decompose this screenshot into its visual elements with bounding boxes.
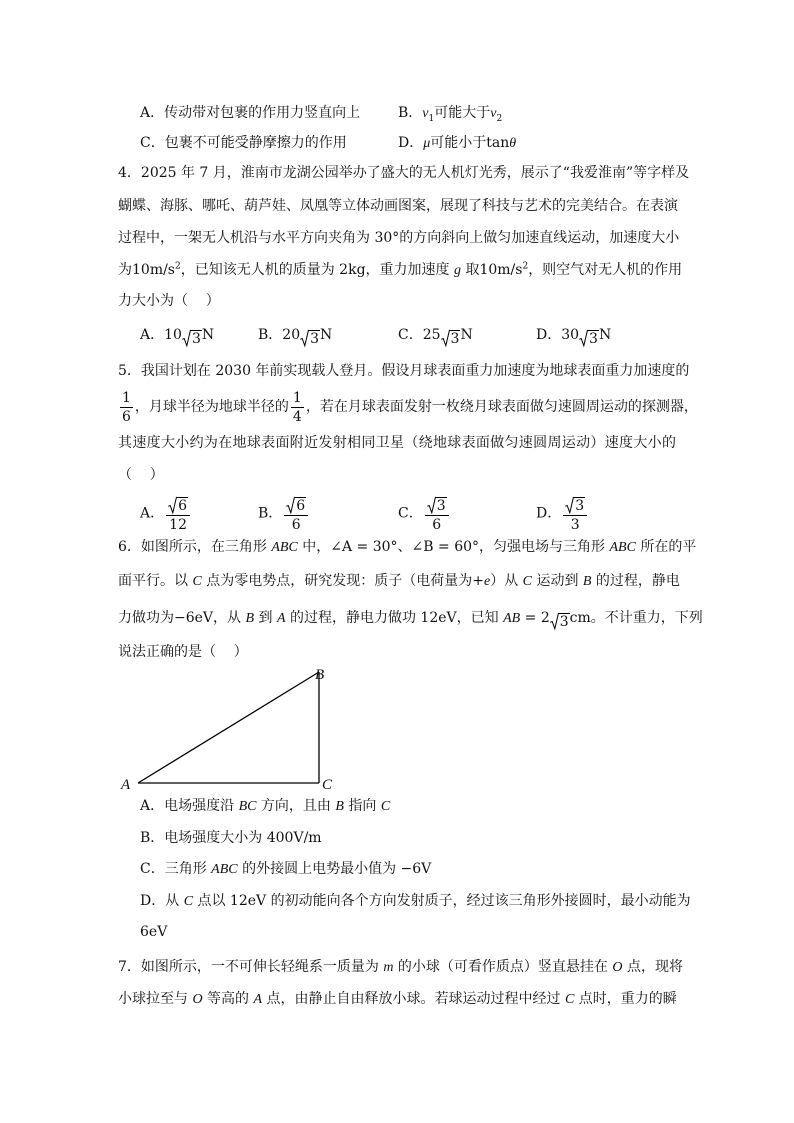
text-run: = 2 xyxy=(520,610,550,626)
question-4-option-c xyxy=(398,323,473,347)
fraction xyxy=(291,390,304,425)
numerator xyxy=(284,494,308,515)
math-variable: B xyxy=(335,799,344,814)
text-run: A．10 xyxy=(140,327,182,343)
question-5-line-1 xyxy=(118,361,690,381)
radicand: 3 xyxy=(310,331,320,347)
radicand: 3 xyxy=(191,331,201,347)
math-variable: A xyxy=(253,992,263,1007)
text-run: 的外接圆上电势最小值为 −6V xyxy=(237,861,432,877)
text-run: 指向 xyxy=(343,798,381,814)
text-run: 可能小于 xyxy=(430,135,487,151)
numerator xyxy=(120,390,133,407)
text-run: C．25 xyxy=(398,327,441,343)
subscript: 1 xyxy=(428,113,435,124)
square-root xyxy=(168,497,188,514)
text-run: D．从 xyxy=(140,893,184,909)
question-3-option-b xyxy=(398,103,502,123)
text-run: 蝴蝶、海豚、哪吒、葫芦娃、凤凰等立体动画图案，展现了科技与艺术的完美结合。在表演 xyxy=(118,198,678,214)
text-run: 的小球（可看作质点）竖直悬挂在 xyxy=(393,959,613,975)
square-root xyxy=(427,497,447,514)
text-run: 6．如图所示，在三角形 xyxy=(118,539,272,555)
superscript: 2 xyxy=(522,261,529,272)
math-variable: C xyxy=(192,574,202,589)
question-6-line-3 xyxy=(118,606,703,630)
text-run: tan xyxy=(486,135,510,151)
text-run: C．三角形 xyxy=(140,861,212,877)
text-run: 其速度大小约为在地球表面附近发射相同卫星（绕地球表面做匀速圆周运动）速度大小的 xyxy=(118,435,676,451)
question-6-line-2 xyxy=(118,571,680,591)
math-variable: A xyxy=(276,611,286,626)
numerator xyxy=(425,494,449,515)
text-run: ，则空气对无人机的作用 xyxy=(528,262,683,278)
text-run: B． xyxy=(398,105,423,121)
text-run: B．电场强度大小为 400V/m xyxy=(140,830,322,846)
text-run: 7．如图所示，一不可伸长轻绳系一质量为 xyxy=(118,959,384,975)
question-4-option-b xyxy=(258,323,332,347)
math-variable: B xyxy=(582,574,592,589)
question-3-option-a xyxy=(140,103,360,123)
text-run: 到 xyxy=(254,610,277,626)
math-variable: C xyxy=(183,894,194,909)
text-run: 可能大于 xyxy=(434,105,491,121)
question-4-line-3 xyxy=(118,228,680,248)
denominator xyxy=(284,515,308,533)
question-6-line-1 xyxy=(118,537,697,557)
numerator xyxy=(291,390,304,407)
radicand: 6 xyxy=(296,498,306,514)
text-run: ，月球半径为地球半径的 xyxy=(134,399,289,415)
text-run: 1 xyxy=(292,389,302,406)
text-run: 所在的平 xyxy=(635,539,697,555)
math-variable: BC xyxy=(238,799,257,814)
text-run: B． xyxy=(258,505,283,522)
math-variable: v xyxy=(490,106,497,121)
question-6-option-d xyxy=(140,891,691,911)
square-root xyxy=(286,497,306,514)
math-variable: AB xyxy=(503,611,521,626)
math-variable: O xyxy=(612,960,623,975)
question-7-line-2 xyxy=(118,989,676,1009)
math-variable: C xyxy=(380,799,391,814)
text-run: 取10m/s xyxy=(461,262,523,278)
denominator xyxy=(291,407,304,425)
question-4-line-2 xyxy=(118,196,676,216)
radical-sign xyxy=(286,497,295,514)
square-root xyxy=(550,613,570,630)
radical-sign xyxy=(441,330,450,347)
denominator xyxy=(166,515,190,533)
math-variable: m xyxy=(383,960,394,975)
question-5-option-d xyxy=(536,494,589,533)
fraction xyxy=(563,494,587,533)
text-run: 小球拉至与 xyxy=(118,991,193,1007)
triangle-figure xyxy=(110,660,350,800)
text-run: cm。不计重力，下列 xyxy=(569,610,703,626)
question-5-line-3 xyxy=(118,433,676,453)
radicand: 3 xyxy=(436,498,446,514)
text-run: 6 xyxy=(122,408,131,425)
text-run: 运动到 xyxy=(532,573,583,589)
question-6-option-b xyxy=(140,828,322,848)
denominator xyxy=(563,515,587,533)
question-6-option-a xyxy=(140,796,390,816)
question-3-option-d xyxy=(398,133,516,153)
radical-sign xyxy=(300,330,309,347)
numerator xyxy=(563,494,587,515)
radicand: 3 xyxy=(559,614,569,630)
question-7-line-1 xyxy=(118,957,683,977)
text-run: 12 xyxy=(169,517,187,533)
text-run: 说法正确的是（ ） xyxy=(118,644,248,660)
radical-sign xyxy=(168,497,177,514)
text-run: 4 xyxy=(292,408,302,425)
question-5-option-a xyxy=(140,494,192,533)
math-variable: ABC xyxy=(609,540,636,555)
text-run: 点，现将 xyxy=(622,959,683,975)
fraction xyxy=(425,494,449,533)
text-run: 6eV xyxy=(140,924,168,940)
math-variable: C xyxy=(522,574,532,589)
square-root xyxy=(182,330,202,347)
text-run: 4．2025 年 7 月，淮南市龙湖公园举办了盛大的无人机灯光秀，展示了“我爱淮南”等字样及 xyxy=(118,165,690,181)
radical-sign xyxy=(182,330,191,347)
text-run: C．包裹不可能受静摩擦力的作用 xyxy=(140,135,347,151)
square-root xyxy=(441,330,461,347)
math-variable: C xyxy=(564,992,575,1007)
math-variable: B xyxy=(245,611,255,626)
text-run: 6 xyxy=(432,517,442,533)
text-run: 点，由静止自由释放小球。若球运动过程中经过 xyxy=(262,991,565,1007)
math-variable: g xyxy=(454,263,461,278)
square-root xyxy=(579,330,599,347)
math-variable: v xyxy=(422,106,429,121)
question-3-option-c xyxy=(140,133,347,153)
text-run: D． xyxy=(536,505,562,522)
square-root xyxy=(300,330,320,347)
question-5-line-2 xyxy=(118,389,698,425)
text-run: 面平行。以 xyxy=(118,573,193,589)
text-run: ）从 xyxy=(490,573,523,589)
text-run: N xyxy=(201,327,215,343)
question-4-option-d xyxy=(536,323,611,347)
text-run: 等高的 xyxy=(202,991,254,1007)
superscript: 2 xyxy=(175,261,181,272)
fraction xyxy=(120,390,133,425)
text-run: 为10m/s xyxy=(118,262,175,278)
text-run: 点以 12eV 的初动能向各个方向发射质子，经过该三角形外接圆时，最小动能为 xyxy=(193,893,691,909)
question-4-line-4 xyxy=(118,260,683,280)
question-6-option-d-continued xyxy=(140,922,167,942)
text-run: 过程中，一架无人机沿与水平方向夹角为 30°的方向斜向上做匀加速直线运动，加速度大小 xyxy=(118,230,680,246)
fraction xyxy=(284,494,308,533)
text-run: C． xyxy=(398,505,423,522)
text-run: 力大小为（ ） xyxy=(118,293,220,309)
text-run: 点为零电势点，研究发现：质子（电荷量为+ xyxy=(201,573,484,589)
math-variable: O xyxy=(192,992,203,1007)
vertex-label-a: A xyxy=(121,777,131,793)
denominator xyxy=(120,407,133,425)
question-5-line-4 xyxy=(118,465,164,485)
radical-sign xyxy=(550,613,559,630)
numerator xyxy=(166,494,190,515)
text-run: D． xyxy=(398,135,424,151)
question-4-line-1 xyxy=(118,163,690,183)
denominator xyxy=(425,515,449,533)
radicand: 3 xyxy=(575,498,585,514)
text-run: A． xyxy=(140,505,165,522)
text-run: 5．我国计划在 2030 年前实现载人登月。假设月球表面重力加速度为地球表面重力加速度的 xyxy=(118,363,690,379)
radical-sign xyxy=(579,330,588,347)
text-run: A．电场强度沿 xyxy=(140,798,239,814)
text-run: 力做功为−6eV，从 xyxy=(118,610,246,626)
text-run: N xyxy=(460,327,473,343)
question-5-option-b xyxy=(258,494,310,533)
text-run: ，已知该无人机的质量为 2kg，重力加速度 xyxy=(180,262,454,278)
text-run: D．30 xyxy=(536,327,580,343)
fraction xyxy=(166,494,190,533)
text-run: 3 xyxy=(570,517,580,533)
question-6-option-c xyxy=(140,859,431,879)
text-run: 中，∠A = 30°、∠B = 60°，匀强电场与三角形 xyxy=(297,539,610,555)
text-run: 6 xyxy=(291,517,301,533)
side-ba xyxy=(138,672,319,783)
question-4-option-a xyxy=(140,323,214,347)
subscript: 2 xyxy=(496,113,503,124)
radical-sign xyxy=(565,497,574,514)
question-4-line-5 xyxy=(118,291,220,311)
text-run: （ ） xyxy=(118,467,164,483)
square-root xyxy=(565,497,585,514)
question-6-line-4 xyxy=(118,642,248,662)
radicand: 6 xyxy=(178,498,188,514)
text-run: 1 xyxy=(122,389,131,406)
radicand: 3 xyxy=(589,331,598,347)
text-run: 的过程，静电力做功 12eV，已知 xyxy=(285,610,504,626)
math-variable: θ xyxy=(509,136,517,151)
math-variable: ABC xyxy=(271,540,298,555)
text-run: ，若在月球表面发射一枚绕月球表面做匀速圆周运动的探测器， xyxy=(305,399,698,415)
text-run: N xyxy=(598,327,612,343)
text-run: A．传动带对包裹的作用力竖直向上 xyxy=(140,105,361,121)
text-run: 方向，且由 xyxy=(256,798,336,814)
radical-sign xyxy=(427,497,436,514)
vertex-label-c: C xyxy=(322,777,333,793)
text-run: 点时，重力的瞬 xyxy=(574,991,677,1007)
math-variable: ABC xyxy=(211,862,238,877)
radicand: 3 xyxy=(450,331,460,347)
text-run: B．20 xyxy=(258,327,301,343)
text-run: 的过程，静电 xyxy=(591,573,680,589)
math-variable: μ xyxy=(423,136,431,151)
question-5-option-c xyxy=(398,494,451,533)
vertex-label-b: B xyxy=(315,667,325,683)
text-run: N xyxy=(320,327,333,343)
math-variable: e xyxy=(483,574,491,589)
